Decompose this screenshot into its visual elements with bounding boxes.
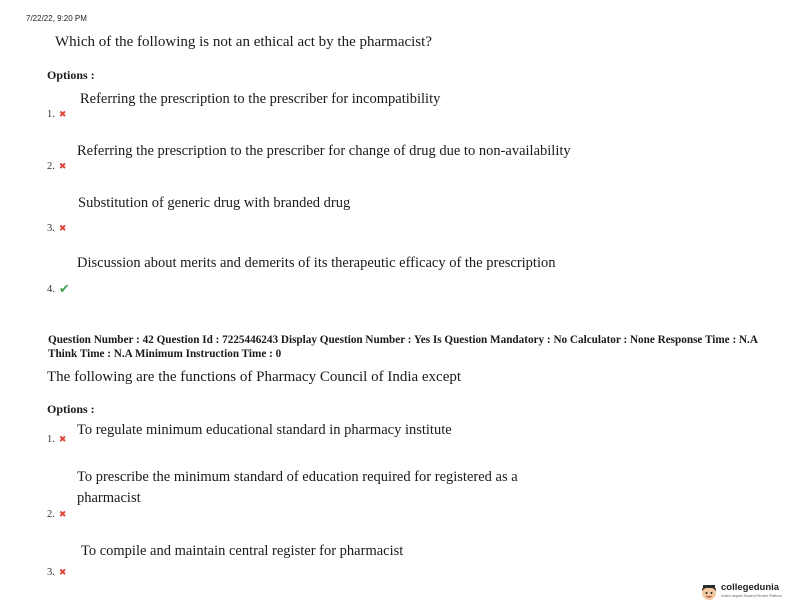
option-text: Referring the prescription to the prescriber for change of drug due to non-availability bbox=[77, 143, 571, 159]
option-number: 4. ✔ bbox=[47, 282, 70, 297]
cross-mark-icon: ✖ bbox=[58, 109, 67, 120]
option-number: 2. ✖ bbox=[47, 161, 67, 172]
option-text: Substitution of generic drug with branded drug bbox=[78, 195, 351, 211]
cross-mark-icon: ✖ bbox=[58, 223, 67, 234]
timestamp: 7/22/22, 9:20 PM bbox=[26, 14, 87, 23]
option-text: To compile and maintain central register for pharmacist bbox=[81, 543, 404, 559]
option-text: Discussion about merits and demerits of its therapeutic efficacy of the prescription bbox=[77, 255, 556, 271]
options-label: Options : bbox=[47, 402, 95, 416]
cross-mark-icon: ✖ bbox=[58, 509, 67, 520]
option-number: 1. ✖ bbox=[47, 434, 67, 445]
collegedunia-logo bbox=[699, 582, 782, 602]
question-meta: Question Number : 42 Question Id : 7225446243 Display Question Number : Yes Is Question Mandatory : No Calculator : None Response Time : N.A Think Time : N.A Minimum Instruction Time : 0 bbox=[48, 334, 758, 360]
check-mark-icon: ✔ bbox=[58, 282, 70, 297]
option-number: 3. ✖ bbox=[47, 567, 67, 578]
options-label: Options : bbox=[47, 68, 95, 82]
option-text: To regulate minimum educational standard in pharmacy institute bbox=[77, 422, 452, 438]
option-text: Referring the prescription to the prescriber for incompatibility bbox=[80, 91, 441, 107]
option-number: 2. ✖ bbox=[47, 509, 67, 520]
option-number: 1. ✖ bbox=[47, 109, 67, 120]
student-avatar-icon bbox=[699, 582, 719, 602]
logo-name: collegedunia bbox=[721, 582, 780, 593]
cross-mark-icon: ✖ bbox=[58, 161, 67, 172]
logo-tagline: India's largest Student Review Platform bbox=[721, 594, 782, 598]
question-text: The following are the functions of Pharmacy Council of India except bbox=[47, 369, 462, 385]
question-text: Which of the following is not an ethical act by the pharmacist? bbox=[55, 34, 432, 50]
cross-mark-icon: ✖ bbox=[58, 567, 67, 578]
option-text: To prescribe the minimum standard of education required for registered as a pharmacist bbox=[77, 469, 518, 506]
cross-mark-icon: ✖ bbox=[58, 434, 67, 445]
option-number: 3. ✖ bbox=[47, 223, 67, 234]
